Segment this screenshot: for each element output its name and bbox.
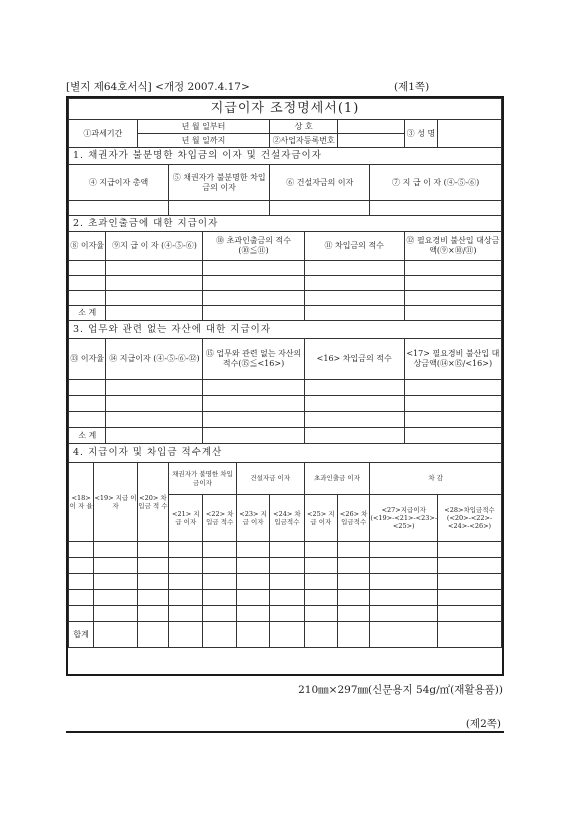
input-cell[interactable] [304, 590, 337, 606]
form-identifier: [별지 제64호서식] <개정 2007.4.17> [66, 81, 250, 93]
input-cell[interactable] [94, 558, 137, 574]
input-cell[interactable] [304, 622, 337, 648]
input-cell[interactable] [203, 574, 236, 590]
input-cell[interactable] [304, 380, 404, 396]
group-deduction: 차 감 [370, 463, 502, 495]
input-cell[interactable] [404, 291, 501, 306]
input-cell[interactable] [169, 606, 203, 622]
input-cell[interactable] [106, 380, 203, 396]
tax-period-label: ①과세기간 [69, 120, 138, 148]
col-21-header: <21> 지급 이자 [169, 495, 203, 542]
input-cell[interactable] [438, 622, 502, 648]
input-cell[interactable] [370, 590, 438, 606]
input-cell[interactable] [69, 201, 169, 216]
input-cell[interactable] [404, 306, 501, 321]
input-cell[interactable] [270, 201, 370, 216]
col-20-header: <20> 차입금 적 수 [137, 463, 168, 542]
input-cell[interactable] [203, 276, 304, 291]
input-cell[interactable] [438, 558, 502, 574]
input-cell[interactable] [304, 291, 404, 306]
input-cell[interactable] [404, 412, 501, 428]
input-cell[interactable] [370, 201, 502, 216]
input-cell[interactable] [203, 622, 236, 648]
input-cell[interactable] [438, 574, 502, 590]
input-cell[interactable] [169, 558, 203, 574]
input-cell[interactable] [106, 306, 203, 321]
input-cell[interactable] [203, 261, 304, 276]
input-cell[interactable] [69, 276, 106, 291]
input-cell[interactable] [304, 542, 337, 558]
page-2-label: (제2쪽) [465, 718, 501, 730]
input-cell[interactable] [169, 201, 270, 216]
col-22-header: <22> 차입금 적수 [203, 495, 236, 542]
col-13-header: ⑬ 이자율 [69, 339, 106, 380]
input-cell[interactable] [236, 574, 269, 590]
input-cell[interactable] [236, 606, 269, 622]
input-cell[interactable] [203, 380, 304, 396]
input-cell[interactable] [203, 291, 304, 306]
col-5-header: ⑤ 채권자가 불분명한 차입금의 이자 [169, 165, 270, 201]
business-number-field[interactable] [338, 134, 405, 148]
group-excess-withdrawal: 초과인출금 이자 [304, 463, 370, 495]
input-cell[interactable] [94, 574, 137, 590]
period-to[interactable]: 년 월 일까지 [137, 134, 269, 148]
col-19-header: <19> 지급 이자 [94, 463, 137, 542]
input-cell[interactable] [270, 622, 304, 648]
input-cell[interactable] [236, 622, 269, 648]
input-cell[interactable] [236, 590, 269, 606]
input-cell[interactable] [304, 428, 404, 444]
input-cell[interactable] [404, 380, 501, 396]
input-cell[interactable] [236, 558, 269, 574]
input-cell[interactable] [169, 542, 203, 558]
col-9-header: ⑨지 급 이 자 (④-⑤-⑥) [106, 232, 203, 261]
input-cell[interactable] [270, 606, 304, 622]
input-cell[interactable] [404, 261, 501, 276]
col-11-header: ⑪ 차입금의 적수 [304, 232, 404, 261]
input-cell[interactable] [370, 606, 438, 622]
input-cell[interactable] [370, 558, 438, 574]
divider [66, 731, 504, 733]
input-cell[interactable] [169, 590, 203, 606]
section-4-title: 4. 지급이자 및 차입금 적수계산 [69, 444, 502, 463]
input-cell[interactable] [203, 412, 304, 428]
input-cell[interactable] [338, 558, 370, 574]
input-cell[interactable] [203, 396, 304, 412]
input-cell[interactable] [169, 622, 203, 648]
input-cell[interactable] [438, 590, 502, 606]
input-cell[interactable] [69, 261, 106, 276]
subtotal-label: 소 계 [69, 428, 106, 444]
representative-name-field[interactable] [438, 120, 502, 148]
period-from[interactable]: 년 월 일부터 [137, 120, 269, 134]
total-label: 합계 [69, 622, 94, 648]
business-number-label: ②사업자등록번호 [270, 134, 338, 148]
input-cell[interactable] [304, 412, 404, 428]
input-cell[interactable] [438, 606, 502, 622]
col-17-header: <17> 필요경비 불산입 대상금액(⑭×⑮/<16>) [404, 339, 501, 380]
col-24-header: <24> 차입금적수 [270, 495, 304, 542]
col-15-header: ⑮ 업무와 관련 없는 자산의 적수(⑮≦<16>) [203, 339, 304, 380]
input-cell[interactable] [94, 622, 137, 648]
col-26-header: <26> 차입금적수 [338, 495, 370, 542]
col-10-header: ⑩ 초과인출금의 적수 (⑩≦⑪) [203, 232, 304, 261]
input-cell[interactable] [236, 542, 269, 558]
col-16-header: <16> 차입금의 적수 [304, 339, 404, 380]
input-cell[interactable] [203, 606, 236, 622]
input-cell[interactable] [94, 542, 137, 558]
input-cell[interactable] [404, 396, 501, 412]
input-cell[interactable] [106, 291, 203, 306]
input-cell[interactable] [69, 380, 106, 396]
input-cell[interactable] [69, 558, 94, 574]
input-cell[interactable] [137, 574, 168, 590]
input-cell[interactable] [304, 261, 404, 276]
input-cell[interactable] [370, 622, 438, 648]
subtotal-label: 소 계 [69, 306, 106, 321]
section-1-title: 1. 채권자가 불분명한 차입금의 이자 및 건설자금이자 [69, 148, 502, 165]
paper-spec: 210㎜×297㎜(신문용지 54g/㎡(재활용품)) [298, 684, 503, 696]
input-cell[interactable] [203, 590, 236, 606]
input-cell[interactable] [404, 276, 501, 291]
representative-name-label: ③ 성 명 [404, 120, 437, 148]
input-cell[interactable] [304, 558, 337, 574]
input-cell[interactable] [203, 428, 304, 444]
group-unknown-creditor: 채권자가 불명한 차입금이자 [169, 463, 237, 495]
col-14-header: ⑭ 지급이자 (④-⑤-⑥-⑫) [106, 339, 203, 380]
input-cell[interactable] [69, 542, 94, 558]
input-cell[interactable] [304, 396, 404, 412]
input-cell[interactable] [69, 574, 94, 590]
col-7-header: ⑦ 지 급 이 자 (④-⑤-⑥) [370, 165, 502, 201]
input-cell[interactable] [270, 590, 304, 606]
input-cell[interactable] [137, 542, 168, 558]
form-frame [66, 96, 504, 676]
input-cell[interactable] [203, 542, 236, 558]
input-cell[interactable] [106, 276, 203, 291]
input-cell[interactable] [106, 412, 203, 428]
input-cell[interactable] [94, 606, 137, 622]
input-cell[interactable] [69, 606, 94, 622]
group-construction-interest: 건설자금 이자 [236, 463, 304, 495]
section-2-title: 2. 초과인출금에 대한 지급이자 [69, 216, 502, 232]
col-4-header: ④ 지급이자 총액 [69, 165, 169, 201]
input-cell[interactable] [203, 306, 304, 321]
col-12-header: ⑫ 필요경비 불산입 대상금액(⑨×⑩/⑪) [404, 232, 501, 261]
input-cell[interactable] [137, 590, 168, 606]
col-25-header: <25> 지급 이자 [304, 495, 337, 542]
input-cell[interactable] [270, 574, 304, 590]
col-23-header: <23> 지급 이자 [236, 495, 269, 542]
input-cell[interactable] [69, 590, 94, 606]
col-8-header: ⑧ 이자율 [69, 232, 106, 261]
input-cell[interactable] [137, 606, 168, 622]
col-27-header: <27>지급이자 (<19>-<21>-<23>-<25>) [370, 495, 438, 542]
input-cell[interactable] [338, 590, 370, 606]
input-cell[interactable] [69, 291, 106, 306]
input-cell[interactable] [338, 622, 370, 648]
input-cell[interactable] [169, 574, 203, 590]
col-18-header: <18> 이 자 율 [69, 463, 94, 542]
form-title: 지급이자 조정명세서(1) [69, 99, 502, 120]
company-name-label: 상 호 [270, 120, 338, 134]
section-3-title: 3. 업무와 관련 없는 자산에 대한 지급이자 [69, 321, 502, 339]
input-cell[interactable] [304, 306, 404, 321]
input-cell[interactable] [438, 542, 502, 558]
input-cell[interactable] [69, 412, 106, 428]
page-number: (제1쪽) [394, 81, 430, 93]
adjustment-form-table [68, 98, 502, 648]
input-cell[interactable] [203, 558, 236, 574]
input-cell[interactable] [370, 574, 438, 590]
input-cell[interactable] [94, 590, 137, 606]
input-cell[interactable] [304, 276, 404, 291]
input-cell[interactable] [404, 428, 501, 444]
col-28-header: <28>차입금적수 (<20>-<22>-<24>-<26>) [438, 495, 502, 542]
col-6-header: ⑥ 건설자금의 이자 [270, 165, 370, 201]
input-cell[interactable] [270, 542, 304, 558]
input-cell[interactable] [338, 574, 370, 590]
input-cell[interactable] [106, 396, 203, 412]
input-cell[interactable] [270, 558, 304, 574]
input-cell[interactable] [69, 396, 106, 412]
input-cell[interactable] [137, 622, 168, 648]
input-cell[interactable] [338, 542, 370, 558]
input-cell[interactable] [137, 558, 168, 574]
input-cell[interactable] [338, 606, 370, 622]
company-name-field[interactable] [338, 120, 405, 134]
input-cell[interactable] [370, 542, 438, 558]
input-cell[interactable] [106, 428, 203, 444]
input-cell[interactable] [304, 574, 337, 590]
input-cell[interactable] [304, 606, 337, 622]
input-cell[interactable] [106, 261, 203, 276]
